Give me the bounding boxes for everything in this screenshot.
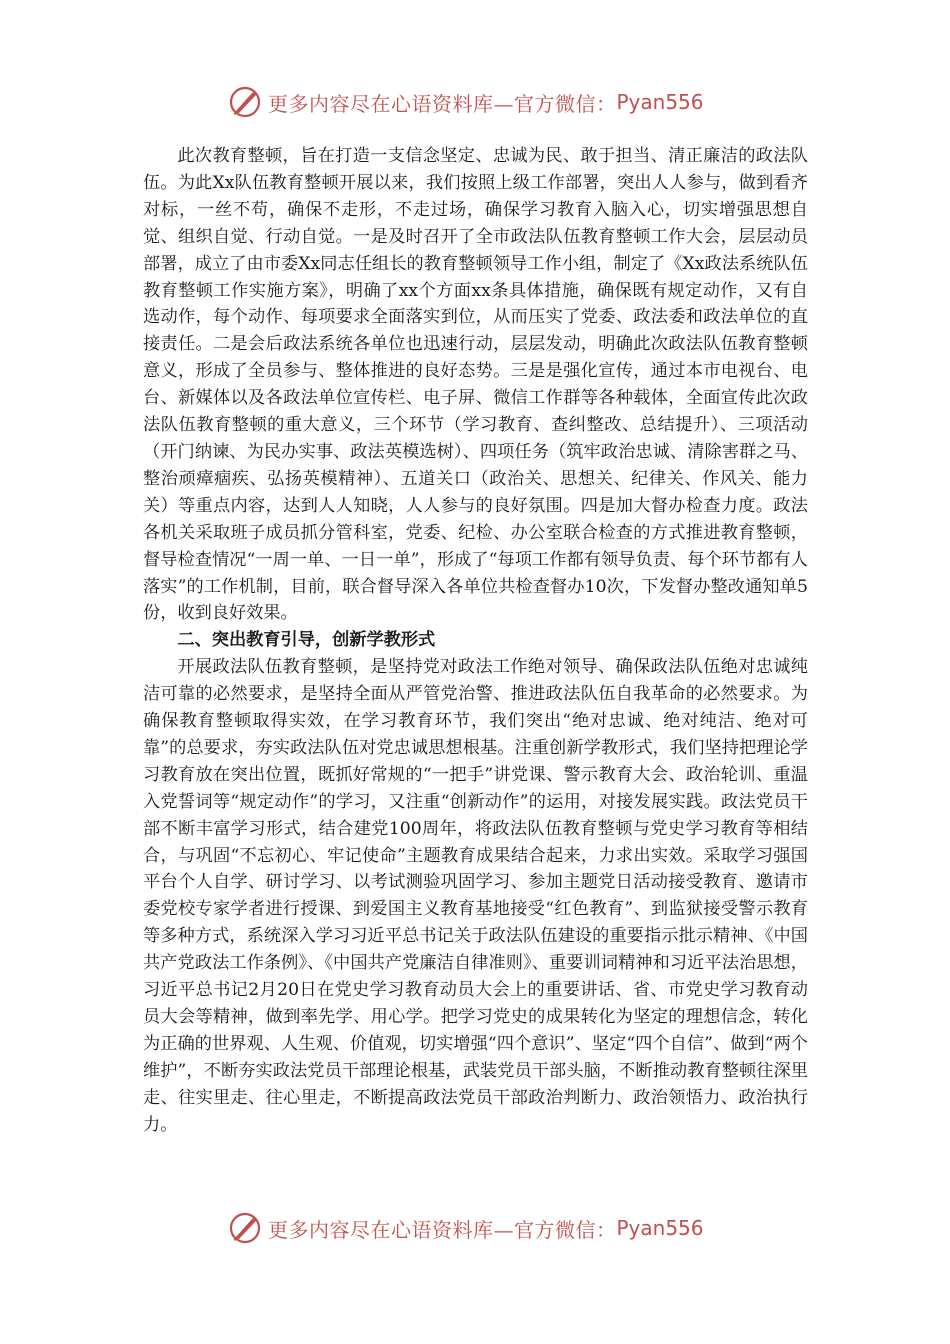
header-watermark-banner: [228, 82, 748, 122]
footer-banner-wechat-id: Pyan556: [616, 1216, 704, 1240]
quill-logo-icon: [228, 1211, 262, 1245]
footer-watermark-banner: [228, 1208, 748, 1248]
paragraph-1: 此次教育整顿，旨在打造一支信念坚定、忠诚为民、敢于担当、清正廉洁的政法队伍。为此Xx队伍教育整顿开展以来，我们按照上级工作部署，突出人人参与，做到看齐对标，一丝不苟，确保不走形，不走过场，确保学习教育入脑入心，切实增强思想自觉、组织自觉、行动自觉。一是及时召开了全市政法队伍教育整顿工作大会，层层动员部署，成立了由市委Xx同志任组长的教育整顿领导工作小组，制定了《Xx政法系统队伍教育整顿工作实施方案》，明确了xx个方面xx条具体措施，确保既有规定动作，又有自选动作，每个动作、每项要求全面落实到位，从而压实了党委、政法委和政法单位的直接责任。二是会后政法系统各单位也迅速行动，层层发动，明确此次政法队伍教育整顿意义，形成了全员参与、整体推进的良好态势。三是是强化宣传，通过本市电视台、电台、新媒体以及各政法单位宣传栏、电子屏、微信工作群等各种载体，全面宣传此次政法队伍教育整顿的重大意义，三个环节（学习教育、查纠整改、总结提升）、三项活动（开门纳谏、为民办实事、政法英模选树）、四项任务（筑牢政治忠诚、清除害群之马、整治顽瘴痼疾、弘扬英模精神）、五道关口（政治关、思想关、纪律关、作风关、能力关）等重点内容，达到人人知晓，人人参与的良好氛围。四是加大督办检查力度。政法各机关采取班子成员抓分管科室，党委、纪检、办公室联合检查的方式推进教育整顿，督导检查情况“一周一单、一日一单”，形成了“每项工作都有领导负责、每个环节都有人落实”的工作机制，目前，联合督导深入各单位共检查督办10次，下发督办整改通知单5份，收到良好效果。: [143, 146, 808, 624]
document-body: [143, 143, 808, 1139]
quill-logo-icon: [228, 85, 262, 119]
section-heading-2: 二、突出教育引导，创新学教形式: [177, 630, 436, 651]
header-banner-text: 更多内容尽在心语资料库—官方微信：: [268, 91, 617, 116]
paragraph-2: 开展政法队伍教育整顿，是坚持党对政法工作绝对领导、确保政法队伍绝对忠诚纯洁可靠的必然要求，是坚持全面从严管党治警、推进政法队伍自我革命的必然要求。为确保教育整顿取得实效，在学习教育环节，我们突出“绝对忠诚、绝对纯洁、绝对可靠”的总要求，夯实政法队伍对党忠诚思想根基。注重创新学教形式，我们坚持把理论学习教育放在突出位置，既抓好常规的“一把手”讲党课、警示教育大会、政治轮训、重温入党誓词等“规定动作”的学习，又注重“创新动作”的运用，对接发展实践。政法党员干部不断丰富学习形式，结合建党100周年，将政法队伍教育整顿与党史学习教育等相结合，与巩固“不忘初心、牢记使命”主题教育成果结合起来，力求出实效。采取学习强国平台个人自学、研讨学习、以考试测验巩固学习、参加主题党日活动接受教育、邀请市委党校专家学者进行授课、到爱国主义教育基地接受“红色教育”、到监狱接受警示教育等多种方式，系统深入学习习近平总书记关于政法队伍建设的重要指示批示精神、《中国共产党政法工作条例》、《中国共产党廉洁自律准则》、重要训词精神和习近平法治思想，习近平总书记2月20日在党史学习教育动员大会上的重要讲话、省、市党史学习教育动员大会等精神，做到率先学、用心学。把学习党史的成果转化为坚定的理想信念，转化为正确的世界观、人生观、价值观，切实增强“四个意识”、坚定“四个自信”、做到“两个维护”，不断夯实政法党员干部理论根基，武装党员干部头脑，不断推动教育整顿往深里走、往实里走、往心里走，不断提高政法党员干部政治判断力、政治领悟力、政治执行力。: [143, 657, 808, 1135]
footer-banner-text: 更多内容尽在心语资料库—官方微信：: [268, 1217, 617, 1242]
header-banner-wechat-id: Pyan556: [616, 90, 704, 114]
